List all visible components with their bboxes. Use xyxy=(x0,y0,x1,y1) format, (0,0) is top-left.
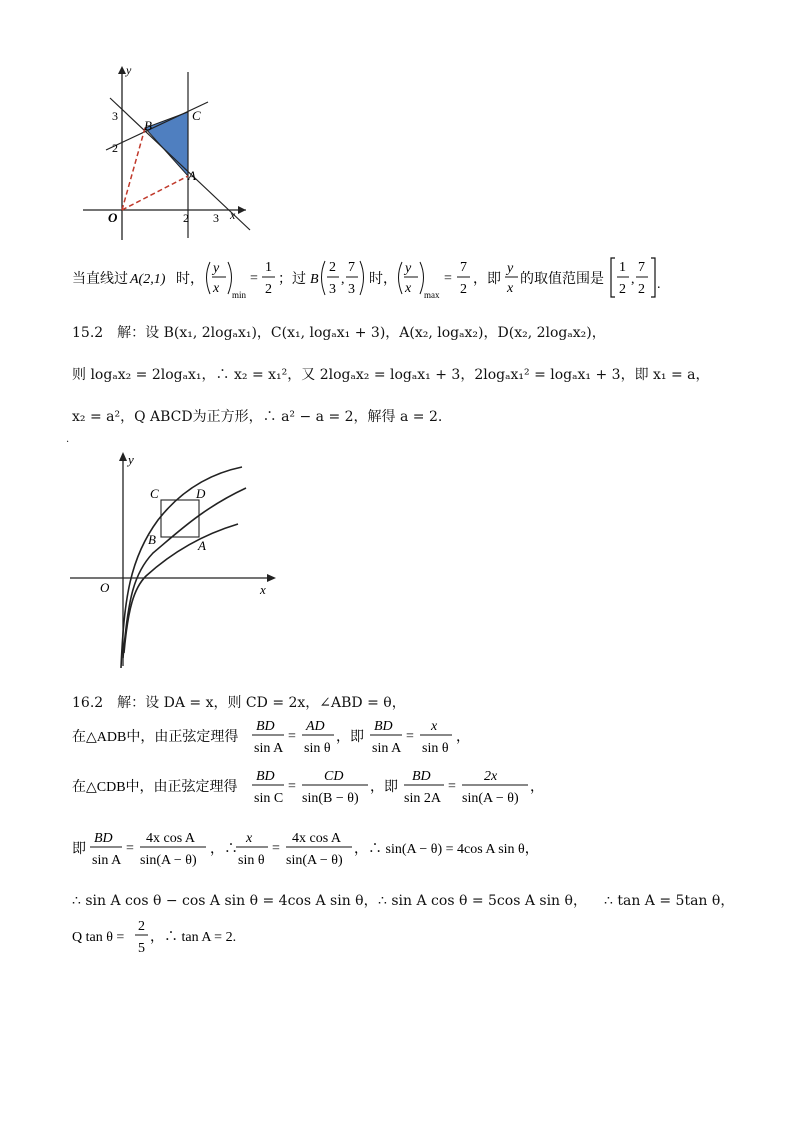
tick-x3: 3 xyxy=(213,211,219,225)
p15-2-line1: 15.2 解：设 B(x₁, 2logₐx₁)，C(x₁, logₐx₁ + 3)，A(x₂, logₐx₂)，D(x₂, 2logₐx₂)， xyxy=(72,325,606,341)
frac-x-3: x xyxy=(507,281,514,296)
p16-2-line2 xyxy=(66,712,546,760)
p15-range-line xyxy=(66,252,706,304)
l4-d1: sin A xyxy=(92,853,122,868)
l3-d4: sin(A − θ) xyxy=(462,791,519,806)
frac-y-3: y xyxy=(507,261,514,276)
p16-2-line5a: ∴ sin A cos θ − cos A sin θ = 4cos A sin θ， xyxy=(72,893,378,909)
point-C-label: C xyxy=(192,108,201,123)
l3-n3: BD xyxy=(412,769,431,784)
l6-tail: ，∴ tan A = 2. xyxy=(150,930,237,945)
eq-sign-2: = xyxy=(444,271,452,286)
eq-sign-1: = xyxy=(250,271,258,286)
l6-pre: Q tan θ = xyxy=(72,930,125,945)
frac-1-2-den: 2 xyxy=(265,282,272,297)
frac-1-2-num: 1 xyxy=(265,260,272,275)
l2-n3: BD xyxy=(374,719,393,734)
p16-2-line1: 16.2 解：设 DA = x，则 CD = 2x，∠ABD = θ， xyxy=(72,695,406,711)
text-range-is: 的取值范围是 xyxy=(520,272,604,287)
l4-pre: 即 xyxy=(72,842,86,857)
l3-n4: 2x xyxy=(484,769,498,784)
svg-text:,: , xyxy=(631,272,635,287)
svg-text:,: , xyxy=(341,272,345,287)
frac-y: y xyxy=(213,261,220,276)
l4-d4: sin(A − θ) xyxy=(286,853,343,868)
l2-eq-2: = xyxy=(406,729,414,744)
l2-d3: sin A xyxy=(372,741,402,756)
text-when-line-passes: 当直线过 xyxy=(72,272,128,287)
l3-end: ， xyxy=(530,780,544,795)
b-y-num: 7 xyxy=(348,260,355,275)
p16-2-line3 xyxy=(66,762,566,810)
p16-2-line6 xyxy=(66,914,326,960)
range-low-den: 2 xyxy=(619,282,626,297)
frac-x: x xyxy=(213,281,220,296)
p15-2-line2: 则 logₐx₂ = 2logₐx₁，∴ x₂ = x₁²，又 2logₐx₂ = logₐx₁ + 3，2logₐx₁² = logₐx₁ + 3，即 x₁ = a， xyxy=(72,367,710,383)
point-A-label: A xyxy=(188,168,196,183)
l3-mid: ，即 xyxy=(370,780,398,795)
origin-label-2: O xyxy=(100,580,110,595)
point-B-label: B xyxy=(144,118,152,133)
l2-d2: sin θ xyxy=(304,741,331,756)
l3-n1: BD xyxy=(256,769,275,784)
range-high-num: 7 xyxy=(638,260,645,275)
l6-d: 5 xyxy=(138,941,145,956)
text-pass: ；过 xyxy=(278,272,306,287)
p16-2-line4 xyxy=(66,824,686,872)
l4-d2: sin(A − θ) xyxy=(140,853,197,868)
l2-eq: = xyxy=(288,729,296,744)
p15-2-line3: x₂ = a²，Q ABCD为正方形，∴ a² − a = 2，解得 a = 2. xyxy=(72,409,443,425)
point-B: B xyxy=(310,272,319,287)
p16-2-line5b: ∴ sin A cos θ = 5cos A sin θ， xyxy=(378,893,587,909)
axis-x-label-2: x xyxy=(260,582,266,597)
svg-text:=: = xyxy=(448,779,456,794)
text-ie: ，即 xyxy=(473,272,501,287)
point-B-label-2: B xyxy=(148,532,156,547)
subscript-max: max xyxy=(424,290,440,300)
p16-2-line5c: ∴ tan A = 5tan θ， xyxy=(604,893,735,909)
stray-dot: . xyxy=(66,434,70,445)
frac-y-2: y xyxy=(405,261,412,276)
svg-text:=: = xyxy=(288,779,296,794)
range-low-num: 1 xyxy=(619,260,626,275)
svg-text:=: = xyxy=(272,841,280,856)
origin-label: O xyxy=(108,210,118,225)
text-when: 时， xyxy=(176,272,204,287)
l2-d4: sin θ xyxy=(422,741,449,756)
subscript-min: min xyxy=(232,290,247,300)
b-x-num: 2 xyxy=(329,260,336,275)
frac-7-2-den: 2 xyxy=(460,282,467,297)
l4-tail: ，∴ sin(A − θ) = 4cos A sin θ， xyxy=(354,842,539,857)
l2-n1: BD xyxy=(256,719,275,734)
figure-2-log-square xyxy=(68,448,283,670)
l2-n4: x xyxy=(431,719,438,734)
square-ABCD xyxy=(161,500,199,537)
l3-d2: sin(B − θ) xyxy=(302,791,359,806)
l3-n2: CD xyxy=(324,769,344,784)
l2-d1: sin A xyxy=(254,741,284,756)
l2-pre: 在△ADB中，由正弦定理得 xyxy=(72,730,239,745)
l4-n2: 4x cos A xyxy=(146,831,195,846)
tick-y3: 3 xyxy=(112,109,118,123)
l2-end: ， xyxy=(456,730,470,745)
range-high-den: 2 xyxy=(638,282,645,297)
svg-text:=: = xyxy=(126,841,134,856)
l2-mid: ，即 xyxy=(336,730,364,745)
axis-y-label-2: y xyxy=(128,452,134,467)
frac-7-2-num: 7 xyxy=(460,260,467,275)
point-A-label-2: A xyxy=(198,538,206,553)
l4-n1: BD xyxy=(94,831,113,846)
axis-x-label: x xyxy=(230,208,236,222)
point-D-label-2: D xyxy=(196,486,206,501)
b-y-den: 3 xyxy=(348,282,355,297)
l4-d3: sin θ xyxy=(238,853,265,868)
l3-d1: sin C xyxy=(254,791,284,806)
l4-therefore: ，∴ xyxy=(210,842,238,857)
l4-n4: 4x cos A xyxy=(292,831,341,846)
l2-n2: AD xyxy=(306,719,325,734)
point-A-coord: A(2,1) xyxy=(130,272,166,287)
l3-d3: sin 2A xyxy=(404,791,441,806)
point-C-label-2: C xyxy=(150,486,159,501)
tick-y2: 2 xyxy=(112,141,118,155)
l6-n: 2 xyxy=(138,919,145,934)
tick-x2: 2 xyxy=(183,211,189,225)
axis-y-label: y xyxy=(126,63,132,77)
l3-pre: 在△CDB中，由正弦定理得 xyxy=(72,780,238,795)
figure-1-linear-region xyxy=(78,60,253,245)
l4-n3: x xyxy=(246,831,253,846)
text-when-2: 时， xyxy=(369,272,397,287)
end-period: . xyxy=(657,277,661,292)
frac-x-2: x xyxy=(405,281,412,296)
b-x-den: 3 xyxy=(329,282,336,297)
